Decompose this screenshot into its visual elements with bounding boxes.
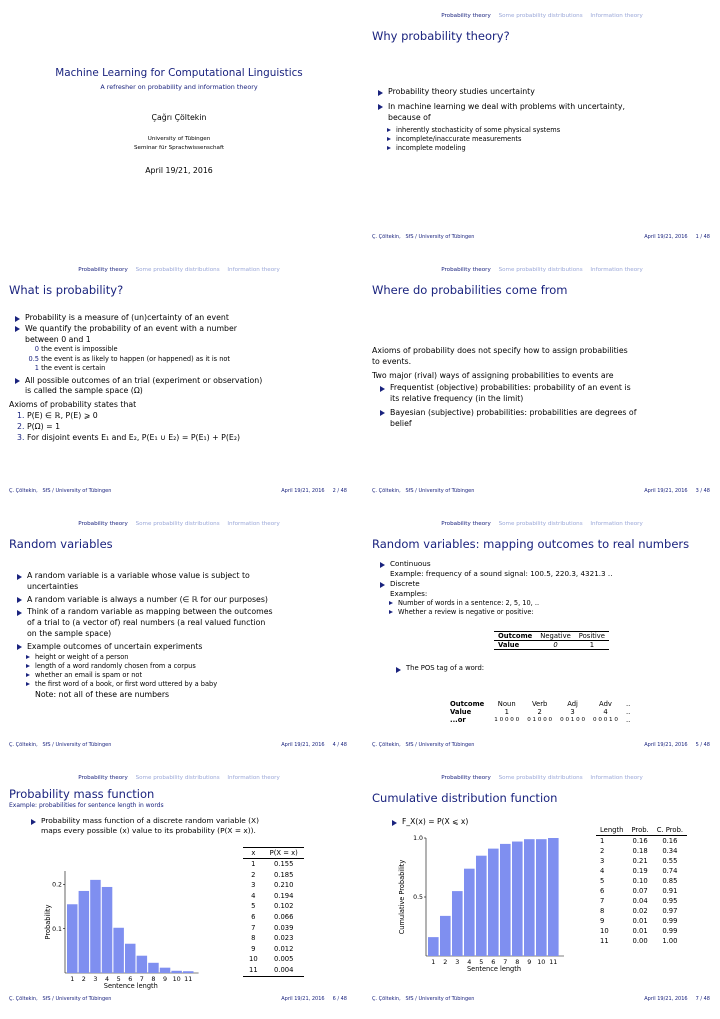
bullet-item: Probability theory studies uncertainty xyxy=(376,87,714,98)
table-cell: 2 xyxy=(600,847,605,855)
slide-heading: Why probability theory? xyxy=(372,29,510,43)
table-cell: 0.02 xyxy=(632,907,648,915)
table-row xyxy=(596,846,687,856)
page-number: 3 / 48 xyxy=(695,488,710,494)
table-header: Verb xyxy=(531,700,548,708)
axiom-item: 3. For disjoint events E₁ and E₂, P(E₁ ∪ E₂) = P(E₁) + P(E₂) xyxy=(17,432,240,442)
table-header: Adv xyxy=(599,700,612,708)
slide-heading: What is probability? xyxy=(9,283,124,297)
page-number: 6 / 48 xyxy=(332,996,347,1002)
table-cell: 0 1 0 0 0 xyxy=(527,717,553,723)
table-cell: 1 xyxy=(251,860,256,868)
table-cell: 9 xyxy=(600,917,605,925)
table-cell: 0.95 xyxy=(662,897,678,905)
axiom-item: 1. P(E) ∈ ℝ, P(E) ⩾ 0 xyxy=(17,411,98,420)
sub-bullet-item: length of a word randomly chosen from a corpus xyxy=(25,662,351,671)
bullet-item: Probability is a measure of (un)certainty of an event xyxy=(13,313,351,324)
page-number: 7 / 48 xyxy=(695,996,710,1002)
bullet-item: Example outcomes of uncertain experiments xyxy=(15,642,351,653)
bar xyxy=(536,839,547,956)
nav-bar xyxy=(3,521,355,527)
table-cell: 0.34 xyxy=(662,847,678,855)
table-cell: 0.07 xyxy=(632,887,648,895)
x-tick-label: 1 xyxy=(431,958,436,966)
table-cell: 0.023 xyxy=(273,934,294,943)
table-cell: 0.102 xyxy=(273,902,294,911)
table-cell: 5 xyxy=(251,902,256,911)
table-row xyxy=(596,896,687,906)
table-cell: 0.005 xyxy=(273,955,294,964)
table-row xyxy=(596,936,687,946)
table-cell: Value xyxy=(450,708,472,716)
nav-distributions[interactable]: Some probability distributions xyxy=(498,13,583,19)
table-cell: 0.00 xyxy=(632,937,648,945)
table-cell: 1 xyxy=(504,708,509,716)
nav-distributions[interactable]: Some probability distributions xyxy=(498,521,583,527)
bar xyxy=(512,842,523,956)
table-row xyxy=(243,912,304,923)
x-tick-label: 6 xyxy=(128,975,133,983)
paragraph: Axioms of probability does not specify how to assign probabilities to events. xyxy=(372,346,628,366)
sub-bullet-item: whether an email is spam or not xyxy=(25,671,351,680)
table-cell: 1 0 0 0 0 xyxy=(494,717,520,723)
table-cell: 0.155 xyxy=(273,860,294,868)
definition-row: 1 the event is certain xyxy=(34,364,106,373)
table-cell: 0 0 1 0 0 xyxy=(560,717,586,723)
table-row xyxy=(243,880,304,891)
bar xyxy=(67,904,78,973)
table-cell: 11 xyxy=(249,965,258,974)
bullet-item: A random variable is a variable whose value is subject to uncertainties xyxy=(15,571,351,593)
bar xyxy=(183,971,194,973)
table-row xyxy=(243,944,304,955)
slide-body xyxy=(9,571,351,700)
x-tick-label: 3 xyxy=(93,975,98,983)
table-cell: 0.210 xyxy=(273,881,294,890)
nav-probability-theory[interactable]: Probability theory xyxy=(441,521,491,527)
table-row xyxy=(596,836,687,847)
deck-subtitle: A refresher on probability and information theory xyxy=(100,83,258,91)
y-axis-label: Probability xyxy=(44,904,52,940)
table-cell: 0.16 xyxy=(632,837,648,845)
table-row xyxy=(243,965,304,976)
sub-bullet-item: inherently stochasticity of some physical systems xyxy=(386,126,714,135)
table-header: Adj xyxy=(567,700,578,708)
table-cell: 3 xyxy=(251,881,256,890)
x-tick-label: 5 xyxy=(479,958,484,966)
definition-row: 0 the event is impossible xyxy=(34,345,118,354)
slide-what-is-probability: Probability theory Some probability distributions Information theory What is probability? Probability is a measure of (un)certainty of an event We quantify the probability of an event with a number between 0 and 1 0 the event is impossible 0.5 the event is as likely to happen (or happened) as it is not 1 the event is certain All possible outcomes of an trial (experiment or observation) is called the sample space (Ω) Axioms of probability states that 1. P(E) ∈ ℝ, P(E) ⩾ 0 2. P(Ω) = 1 3. For disjoint events E₁ and E₂, P(E₁ ∪ E₂) = P(E₁) + P(E₂) Ç. Çöltekin, SfS / University of Tübingen April 19/21, 2016 2 / 48 xyxy=(3,257,355,501)
table-cell: ...or xyxy=(450,716,466,724)
x-tick-label: 6 xyxy=(491,958,496,966)
page-number: 5 / 48 xyxy=(695,742,710,748)
table-cell: 0.55 xyxy=(662,857,678,865)
bar xyxy=(548,838,559,956)
deck-department: Seminar für Sprachwissenschaft xyxy=(133,145,225,151)
nav-probability-theory[interactable]: Probability theory xyxy=(441,775,491,781)
bar xyxy=(79,891,90,973)
x-tick-label: 5 xyxy=(116,975,121,983)
table-cell: 0.85 xyxy=(662,877,678,885)
bar xyxy=(102,887,113,973)
bullet-item: Probability mass function of a discrete random variable (X) maps every possible (x) value to its probability (P(X = x)). xyxy=(29,816,349,837)
table-cell: 0.01 xyxy=(632,927,648,935)
y-tick-label: 1.0 xyxy=(413,835,423,843)
bullet-item: In machine learning we deal with problems with uncertainty, because of xyxy=(376,102,714,124)
table-cell: 6 xyxy=(251,912,256,921)
axiom-item: 2. P(Ω) = 1 xyxy=(17,421,61,431)
slide-body xyxy=(376,87,714,153)
slide-random-variables: Probability theory Some probability distributions Information theory Random variables A random variable is a variable whose value is subject to uncertainties A random variable is always a number (∈ ℝ for our purposes) Think of a random variable as mapping between the outcomes of a trial to (a vector of) real numbers (a real valued function on the sample space) Example outcomes of uncertain experiments height or weight of a person length of a word randomly chosen from a corpus whether an email is spam or not the first word of a book, or first word uttered by a baby Note: not all of these are numbers Ç. Çöltekin, SfS / University of Tübingen April 19/21, 2016 4 / 48 xyxy=(3,511,355,755)
x-tick-label: 1 xyxy=(70,975,75,983)
pmf-table xyxy=(243,847,304,977)
table-cell: 0.16 xyxy=(662,837,678,845)
table-row xyxy=(243,923,304,934)
x-axis-label: Sentence length xyxy=(103,982,158,990)
bar xyxy=(488,849,499,956)
definition-row: 0.5 the event is as likely to happen (or happened) as it is not xyxy=(28,354,231,363)
nav-bar xyxy=(366,775,718,781)
table-cell: Value xyxy=(498,641,520,649)
slide-mapping-outcomes: Probability theory Some probability distributions Information theory Random variables: mapping outcomes to real numbers Continuous Example: frequency of a sound signal: 100.5, 220.3, 4321.3 .. Discrete Examples: Number of words in a sentence: 2, 5, 10, .. Whether a review is negative or positive: Outcome Negative Positive Value 0 1 The POS tag of a word: Outcome Noun Verb Adj Adv .. Value 1 2 3 4 .. ...or 1 0 0 0 0 0 1 0 0 0 0 0 1 0 0 0 0 0 1 0 .. Ç. Çöltekin, SfS / University of Tübingen April 19/21, 2016 5 / 48 xyxy=(366,511,718,755)
table-row xyxy=(243,870,304,881)
bullet-item: Frequentist (objective) probabilities: probability of an event is its relative frequency (in the limit) xyxy=(378,383,714,405)
table-cell: 0.99 xyxy=(662,927,678,935)
table-cell: 4 xyxy=(603,708,608,716)
table-cell: 1 xyxy=(589,641,595,649)
table-cell: 0.10 xyxy=(632,877,648,885)
table-header: C. Prob. xyxy=(656,826,684,834)
nav-distributions[interactable]: Some probability distributions xyxy=(135,775,220,781)
slide-body xyxy=(9,313,351,443)
pmf-chart xyxy=(3,853,193,1003)
sub-bullet-item: Whether a review is negative or positive: xyxy=(388,608,714,617)
table-cell: .. xyxy=(625,708,631,716)
nav-bar xyxy=(366,267,718,273)
table-cell: 8 xyxy=(251,934,256,943)
slide-why-probability: Probability theory Some probability distributions Information theory Why probability theory? Probability theory studies uncertainty In machine learning we deal with problems with uncertainty, because of inherently stochasticity of some physical systems incomplete/inaccurate measurements incomplete modeling Ç. Çöltekin, SfS / University of Tübingen April 19/21, 2016 1 / 48 xyxy=(366,3,718,247)
table-header: Prob. xyxy=(631,826,649,834)
slide-heading: Random variables: mapping outcomes to real numbers xyxy=(372,537,690,551)
bar xyxy=(137,956,148,973)
bar xyxy=(524,839,535,956)
table-row xyxy=(243,933,304,944)
bullet-item: All possible outcomes of an trial (experiment or observation) is called the sample space (Ω) xyxy=(13,376,351,398)
deck-institution: University of Tübingen xyxy=(147,136,211,142)
nav-probability-theory[interactable]: Probability theory xyxy=(441,13,491,19)
table-cell: 2 xyxy=(251,870,256,879)
nav-distributions[interactable]: Some probability distributions xyxy=(498,775,583,781)
table-cell: 0 0 0 1 0 xyxy=(593,717,618,723)
table-cell: 0.194 xyxy=(273,891,294,900)
slide-heading: Probability mass function xyxy=(9,787,155,801)
table-cell: 4 xyxy=(600,867,605,875)
table-cell: 6 xyxy=(600,887,605,895)
y-tick-label: 0.2 xyxy=(52,881,62,889)
slide-cumulative-distribution: Probability theory Some probability distributions Information theory Cumulative distribution function F_X(x) = P(X ⩽ x) 1 2 3 4 5 6 7 8 9 10 11 0.5 1.0 Sentence length Cumulative Probability Length Prob. C. Prob. 1 0.16 0.16 2 0.18 0.34 3 0.21 0.55 4 0.19 0.74 5 0.10 0.85 6 0.07 0.91 7 0.04 0.95 8 0.02 0.97 9 0.01 0.99 10 0.01 0.99 11 0.00 1.00 Ç. Çöltekin, SfS / University of Tübingen April 19/21, 2016 7 / 48 xyxy=(366,765,718,1009)
x-tick-label: 11 xyxy=(184,975,193,983)
bar xyxy=(440,916,451,956)
table-row xyxy=(596,886,687,896)
table-cell: 0.19 xyxy=(632,867,648,875)
x-tick-label: 2 xyxy=(443,958,448,966)
nav-information-theory[interactable]: Information theory xyxy=(590,13,643,19)
nav-distributions[interactable]: Some probability distributions xyxy=(135,267,220,273)
bullet-item: Think of a random variable as mapping between the outcomes of a trial to (a vector of) real numbers (a real valued function on the sample space) xyxy=(15,607,351,639)
table-cell: 0.91 xyxy=(662,887,678,895)
deck-author: Çağrı Çöltekin xyxy=(151,113,207,122)
bar xyxy=(113,928,124,973)
slide-heading: Cumulative distribution function xyxy=(372,791,558,805)
x-tick-label: 4 xyxy=(467,958,472,966)
table-cell: 1 xyxy=(600,837,605,845)
nav-probability-theory[interactable]: Probability theory xyxy=(78,267,128,273)
table-cell: 10 xyxy=(249,955,258,964)
table-cell: 0.185 xyxy=(273,870,294,879)
bullet-item: Bayesian (subjective) probabilities: probabilities are degrees of belief xyxy=(378,408,714,430)
x-tick-label: 8 xyxy=(151,975,156,983)
table-row xyxy=(596,916,687,926)
table-header: Length xyxy=(600,826,624,834)
y-axis-label: Cumulative Probability xyxy=(398,859,406,935)
bar xyxy=(428,937,439,956)
slide-body xyxy=(372,559,714,617)
nav-bar xyxy=(366,521,718,527)
table-header: Outcome xyxy=(450,700,485,708)
table-cell: 0.012 xyxy=(273,944,294,953)
x-tick-label: 9 xyxy=(163,975,168,983)
nav-bar xyxy=(366,13,718,19)
x-tick-label: 7 xyxy=(139,975,144,983)
nav-bar xyxy=(3,267,355,273)
table-row xyxy=(243,901,304,912)
cdf-chart xyxy=(366,827,581,997)
nav-distributions[interactable]: Some probability distributions xyxy=(498,267,583,273)
sub-bullet-item: the first word of a book, or first word uttered by a baby xyxy=(25,680,351,689)
bullet-item: F_X(x) = P(X ⩽ x) xyxy=(390,817,468,826)
y-tick-label: 0.5 xyxy=(413,894,423,902)
slide-body xyxy=(372,346,714,430)
page-number: 4 / 48 xyxy=(332,742,347,748)
bullet-item: Continuous Example: frequency of a sound signal: 100.5, 220.3, 4321.3 .. xyxy=(378,559,714,579)
cdf-table xyxy=(596,825,687,946)
nav-probability-theory[interactable]: Probability theory xyxy=(441,267,491,273)
x-tick-label: 10 xyxy=(172,975,181,983)
table-cell: 11 xyxy=(600,937,609,945)
table-header: .. xyxy=(625,700,631,708)
bar xyxy=(160,968,171,973)
nav-information-theory[interactable]: Information theory xyxy=(590,521,643,527)
table-cell: 9 xyxy=(251,944,256,953)
nav-information-theory[interactable]: Information theory xyxy=(227,775,280,781)
bullet-item: Discrete Examples: xyxy=(378,579,714,599)
x-tick-label: 8 xyxy=(515,958,520,966)
table-cell: 2 xyxy=(537,708,542,716)
table-cell: 10 xyxy=(600,927,609,935)
table-cell: 0.066 xyxy=(273,912,294,921)
table-cell: 0.004 xyxy=(273,965,294,974)
x-tick-label: 9 xyxy=(527,958,532,966)
nav-information-theory[interactable]: Information theory xyxy=(590,267,643,273)
table-row xyxy=(596,876,687,886)
bullet-item: The POS tag of a word: xyxy=(394,664,484,673)
x-tick-label: 4 xyxy=(105,975,110,983)
table-row xyxy=(243,859,304,870)
bar xyxy=(476,856,487,956)
table-cell: 5 xyxy=(600,877,605,885)
table-cell: 8 xyxy=(600,907,605,915)
nav-probability-theory[interactable]: Probability theory xyxy=(78,775,128,781)
table-cell: 0 xyxy=(553,641,558,649)
table-row xyxy=(596,906,687,916)
x-axis-label: Sentence length xyxy=(466,965,522,973)
table-cell: 0.99 xyxy=(662,917,678,925)
page-number: 2 / 48 xyxy=(332,488,347,494)
table-header: P(X = x) xyxy=(269,849,298,857)
table-cell: 3 xyxy=(570,708,575,716)
table-cell: 0.039 xyxy=(273,923,294,932)
table-row xyxy=(596,856,687,866)
deck-date: April 19/21, 2016 xyxy=(145,166,213,175)
nav-information-theory[interactable]: Information theory xyxy=(227,267,280,273)
slide-title xyxy=(3,3,355,247)
table-cell: 1.00 xyxy=(662,937,678,945)
bullet-item: A random variable is always a number (∈ ℝ for our purposes) xyxy=(15,595,351,606)
table-cell: 0.18 xyxy=(632,847,648,855)
sub-bullet-item: incomplete/inaccurate measurements xyxy=(386,135,714,144)
deck-title: Machine Learning for Computational Linguistics xyxy=(55,67,303,79)
slide-probability-mass-function: Probability theory Some probability distributions Information theory Probability mass function Example: probabilities for sentence length in words Probability mass function of a discrete random variable (X) maps every possible (x) value to its probability (P(X = x)). 1 2 3 4 5 6 7 8 9 10 11 0.1 0.2 Sentence length Probability x P(X = x) 1 0.155 2 0.185 3 0.210 4 0.194 5 0.102 6 0.066 7 0.039 8 0.023 9 0.012 10 0.005 11 0.004 Ç. Çöltekin, SfS / University of Tübingen April 19/21, 2016 6 / 48 xyxy=(3,765,355,1009)
x-tick-label: 3 xyxy=(455,958,460,966)
slide-subheading: Example: probabilities for sentence length in words xyxy=(9,802,164,809)
x-tick-label: 7 xyxy=(503,958,508,966)
slide-heading: Random variables xyxy=(9,537,113,551)
table-header: Negative xyxy=(540,632,571,640)
table-row xyxy=(596,926,687,936)
nav-probability-theory[interactable]: Probability theory xyxy=(78,521,128,527)
page-number: 1 / 48 xyxy=(695,234,710,240)
note: Note: not all of these are numbers xyxy=(35,689,170,699)
bar xyxy=(452,891,463,956)
slide-heading: Where do probabilities come from xyxy=(372,283,568,297)
sub-bullet-item: Number of words in a sentence: 2, 5, 10, .. xyxy=(388,599,714,608)
x-tick-label: 10 xyxy=(537,958,546,966)
paragraph: Two major (rival) ways of assigning probabilities to events are xyxy=(372,370,614,380)
pos-table xyxy=(446,700,634,724)
nav-bar xyxy=(3,775,355,781)
bar xyxy=(500,844,511,956)
table-cell: 0.97 xyxy=(662,907,678,915)
table-cell: 3 xyxy=(600,857,605,865)
axioms-intro: Axioms of probability states that xyxy=(9,400,137,410)
table-cell: 7 xyxy=(600,897,605,905)
bullet-item: We quantify the probability of an event with a number between 0 and 1 xyxy=(13,324,351,346)
bar xyxy=(148,963,159,973)
nav-information-theory[interactable]: Information theory xyxy=(590,775,643,781)
table-cell: 7 xyxy=(251,923,256,932)
sentiment-table xyxy=(494,631,609,650)
table-row xyxy=(243,954,304,965)
slide-body xyxy=(29,816,349,837)
table-cell: 0.74 xyxy=(662,867,678,875)
table-cell: 0.04 xyxy=(632,897,648,905)
bar xyxy=(125,944,136,973)
table-header: Outcome xyxy=(498,632,533,640)
table-header: x xyxy=(251,849,256,857)
sub-bullet-item: incomplete modeling xyxy=(386,144,714,153)
table-cell: 0.01 xyxy=(632,917,648,925)
table-cell: 0.21 xyxy=(632,857,648,865)
table-cell: 4 xyxy=(251,891,256,900)
bar xyxy=(464,869,475,956)
bar xyxy=(171,971,182,973)
nav-information-theory[interactable]: Information theory xyxy=(227,521,280,527)
table-row xyxy=(243,891,304,902)
x-tick-label: 2 xyxy=(81,975,86,983)
table-row xyxy=(596,866,687,876)
slide-where-probabilities-come-from: Probability theory Some probability distributions Information theory Where do probabilities come from Axioms of probability does not specify how to assign probabilities to events. Two major (rival) ways of assigning probabilities to events are Frequentist (objective) probabilities: probability of an event is its relative frequency (in the limit) Bayesian (subjective) probabilities: probabilities are degrees of belief Ç. Çöltekin, SfS / University of Tübingen April 19/21, 2016 3 / 48 xyxy=(366,257,718,501)
table-header: Noun xyxy=(497,700,516,708)
y-tick-label: 0.1 xyxy=(52,925,62,933)
nav-distributions[interactable]: Some probability distributions xyxy=(135,521,220,527)
table-header: Positive xyxy=(578,632,605,640)
sub-bullet-item: height or weight of a person xyxy=(25,653,351,662)
bar xyxy=(90,880,101,973)
x-tick-label: 11 xyxy=(549,958,558,966)
table-cell: .. xyxy=(625,716,631,724)
